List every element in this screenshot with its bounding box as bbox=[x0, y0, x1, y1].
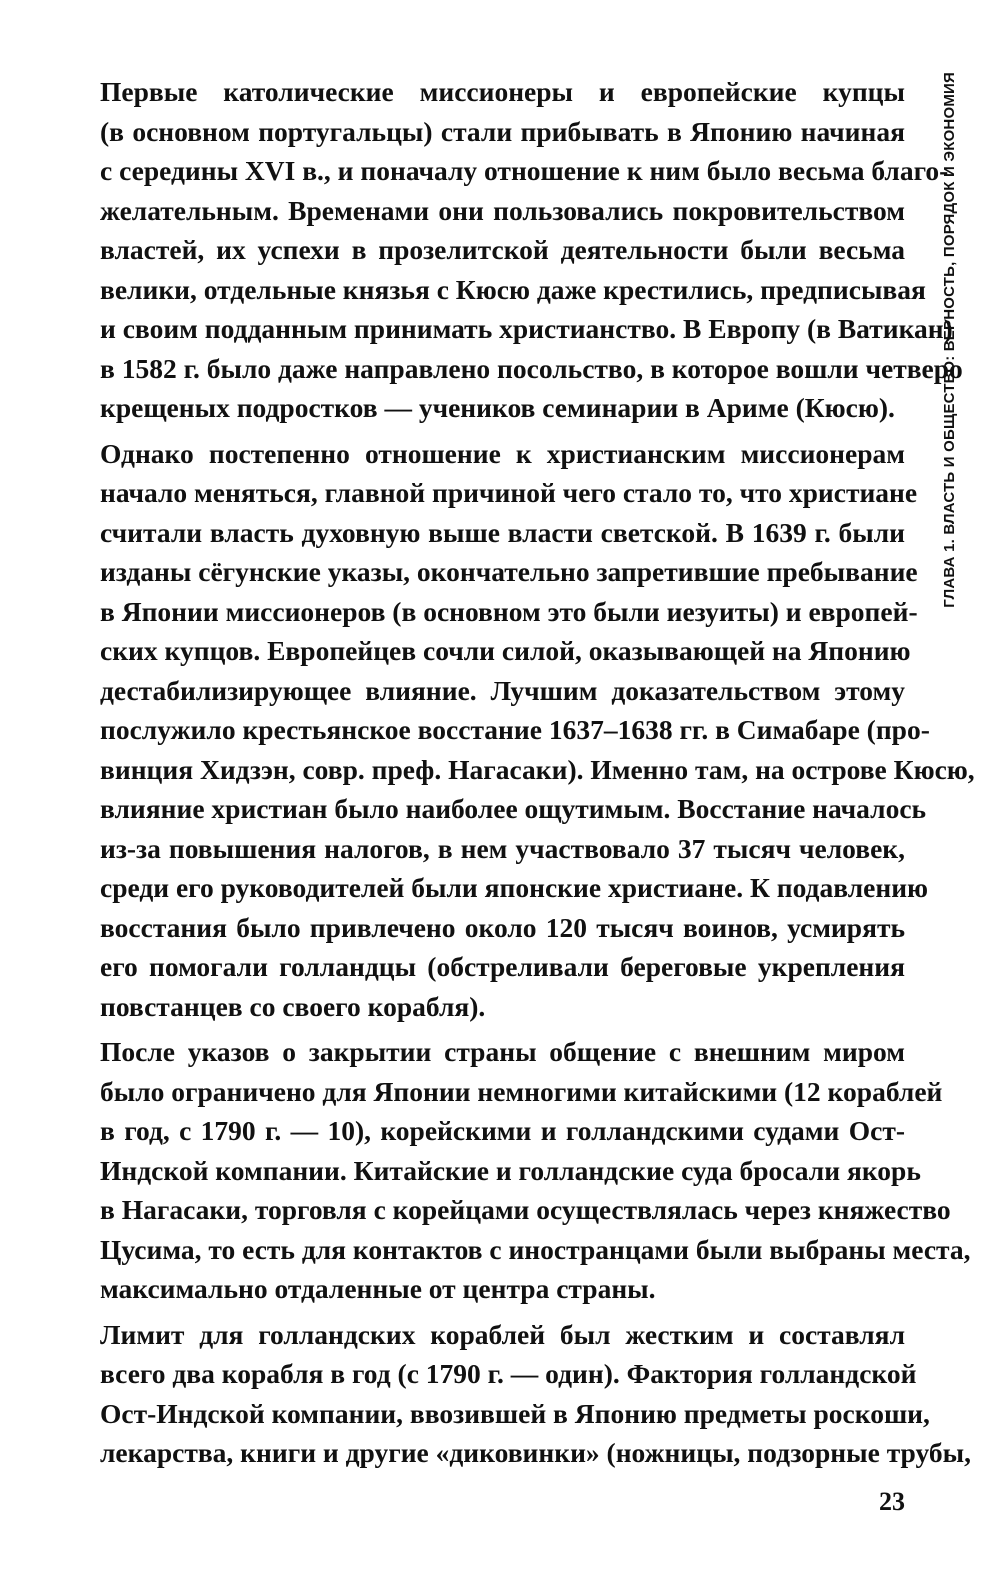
paragraph-4 bbox=[60, 1315, 971, 1473]
text-line: его помогали голландцы (обстреливали береговые укрепления bbox=[100, 951, 905, 982]
text-line: всего два корабля в год (с 1790 г. — один). Фактория голландской bbox=[100, 1358, 917, 1389]
text-line: винция Хидзэн, совр. преф. Нагасаки). Именно там, на острове Кюсю, bbox=[100, 753, 975, 785]
text-line: Первые католические миссионеры и европейские купцы bbox=[100, 76, 905, 107]
text-line: Цусима, то есть для контактов с иностранцами были выбраны места, bbox=[100, 1233, 971, 1265]
running-head bbox=[922, 72, 982, 657]
text-line: (в основном португальцы) стали прибывать в Японию начиная bbox=[100, 115, 905, 147]
text-line: властей, их успехи в прозелитской деятельности были весьма bbox=[100, 234, 905, 265]
text-line: в Нагасаки, торговля с корейцами осуществлялась через княжество bbox=[100, 1194, 951, 1225]
text-line: влияние христиан было наиболее ощутимым. Восстание началось bbox=[100, 793, 927, 824]
text-line: в Японии миссионеров (в основном это были иезуиты) и европей- bbox=[100, 595, 918, 627]
text-line: лекарства, книги и другие «диковинки» (ножницы, подзорные трубы, bbox=[100, 1437, 971, 1468]
text-line: и своим подданным принимать христианство. В Европу (в Ватикан) bbox=[100, 313, 953, 344]
text-line: восстания было привлечено около 120 тысяч воинов, усмирять bbox=[100, 911, 905, 943]
text-line: крещеных подростков — учеников семинарии в Ариме (Кюсю). bbox=[100, 392, 895, 423]
text-line: с середины XVI в., и поначалу отношение к ним было весьма благо- bbox=[100, 155, 949, 186]
text-line: Однако постепенно отношение к христианским миссионерам bbox=[100, 437, 905, 469]
running-head-text: ГЛАВА 1. ВЛАСТЬ И ОБЩЕСТВО: ВЕРНОСТЬ, ПОРЯДОК И ЭКОНОМИЯ bbox=[941, 72, 958, 608]
text-line: послужило крестьянское восстание 1637–1638 гг. в Симабаре (про- bbox=[100, 714, 930, 745]
text-line: начало меняться, главной причиной чего стало то, что христиане bbox=[100, 477, 918, 508]
text-line: желательным. Временами они пользовались покровительством bbox=[100, 194, 905, 226]
page-number: 23 bbox=[879, 1487, 905, 1516]
text-line: среди его руководителей были японские христиане. К подавлению bbox=[100, 872, 929, 903]
text-line: велики, отдельные князья с Кюсю даже крестились, предписывая bbox=[100, 273, 926, 305]
text-line: дестабилизирующее влияние. Лучшим доказательством этому bbox=[100, 674, 905, 706]
text-line: максимально отдаленные от центра страны. bbox=[100, 1273, 656, 1304]
text-line: в 1582 г. было даже направлено посольство, в которое вошли четверо bbox=[100, 352, 963, 384]
text-line: считали власть духовную выше власти светской. В 1639 г. были bbox=[100, 516, 905, 548]
text-line: Лимит для голландских кораблей был жестким и составлял bbox=[100, 1318, 905, 1350]
text-line: Индской компании. Китайские и голландские суда бросали якорь bbox=[100, 1154, 921, 1186]
text-line: изданы сёгунские указы, окончательно запретившие пребывание bbox=[100, 556, 918, 587]
text-line: После указов о закрытии страны общение с внешним миром bbox=[100, 1036, 905, 1067]
text-line: в год, с 1790 г. — 10), корейскими и голландскими судами Ост- bbox=[100, 1115, 905, 1146]
paragraph-2 bbox=[60, 434, 975, 1027]
text-line: было ограничено для Японии немногими китайскими (12 кораблей bbox=[100, 1075, 943, 1107]
text-line: из-за повышения налогов, в нем участвовало 37 тысяч человек, bbox=[100, 832, 905, 864]
text-line: ских купцов. Европейцев сочли силой, оказывающей на Японию bbox=[100, 635, 911, 666]
text-line: повстанцев со своего корабля). bbox=[100, 990, 486, 1022]
text-line: Ост-Индской компании, ввозившей в Японию предметы роскоши, bbox=[100, 1397, 930, 1429]
paragraph-3 bbox=[60, 1032, 971, 1309]
